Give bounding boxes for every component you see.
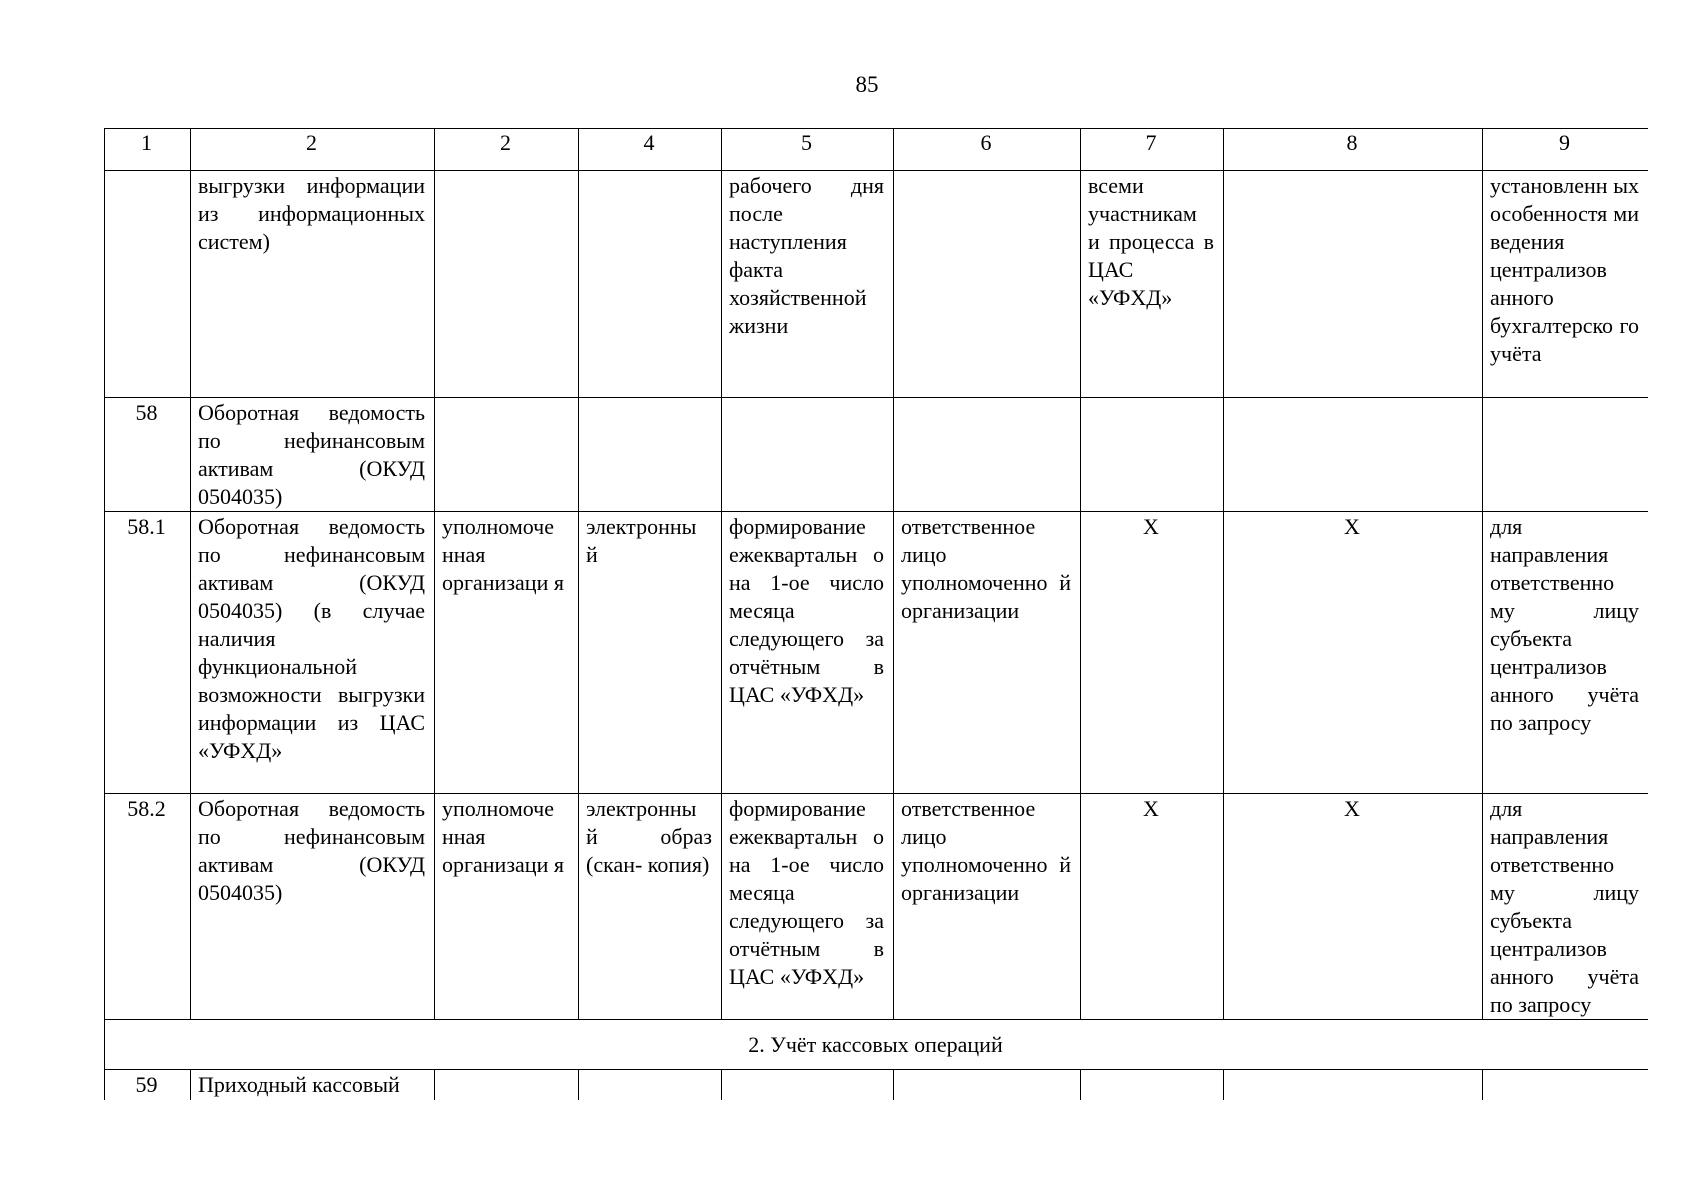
table-cell: рабочего дня после наступления факта хозяйственной жизни	[722, 171, 894, 398]
table-header-row	[105, 129, 1649, 171]
table-cell	[1483, 398, 1649, 512]
table-cell	[1224, 398, 1483, 512]
table-row	[105, 794, 1649, 1020]
document-name-cell: выгрузки информации из информационных систем)	[191, 171, 435, 398]
document-name-cell: Оборотная ведомость по нефинансовым активам (ОКУД 0504035)	[191, 398, 435, 512]
header-cell-8: 8	[1224, 129, 1483, 171]
responsible-org-cell: уполномоче нная организаци я	[435, 794, 579, 1020]
table-cell: X	[1081, 794, 1224, 1020]
table-cell: всеми участникам и процесса в ЦАС «УФХД»	[1081, 171, 1224, 398]
table-cell: X	[1081, 512, 1224, 794]
header-cell-3: 2	[435, 129, 579, 171]
table-row	[105, 1070, 1649, 1101]
table-row	[105, 398, 1649, 512]
table-cell	[1081, 1070, 1224, 1101]
table-cell	[1483, 1070, 1649, 1101]
table-cell: X	[1224, 794, 1483, 1020]
table-row	[105, 512, 1649, 794]
document-name-cell: Оборотная ведомость по нефинансовым активам (ОКУД 0504035) (в случае наличия функциональной возможности выгрузки информации из ЦАС «УФХД»	[191, 512, 435, 794]
header-cell-2: 2	[191, 129, 435, 171]
header-cell-4: 4	[579, 129, 722, 171]
table-cell	[722, 398, 894, 512]
table-cell	[435, 398, 579, 512]
row-number-cell: 58	[105, 398, 191, 512]
table-cell	[894, 171, 1081, 398]
section-heading: 2. Учёт кассовых операций	[105, 1020, 1649, 1070]
row-number-cell	[105, 171, 191, 398]
document-table-container	[104, 128, 1648, 1100]
table-cell	[894, 398, 1081, 512]
header-cell-1: 1	[105, 129, 191, 171]
table-cell	[579, 398, 722, 512]
format-cell: электронны й	[579, 512, 722, 794]
document-name-cell: Приходный кассовый	[191, 1070, 435, 1101]
header-cell-7: 7	[1081, 129, 1224, 171]
table-cell	[435, 1070, 579, 1101]
row-number-cell: 58.2	[105, 794, 191, 1020]
header-cell-5: 5	[722, 129, 894, 171]
row-number-cell: 59	[105, 1070, 191, 1101]
table-cell	[435, 171, 579, 398]
table-cell	[1224, 171, 1483, 398]
document-name-cell: Оборотная ведомость по нефинансовым активам (ОКУД 0504035)	[191, 794, 435, 1020]
table-cell: установленн ых особенностя ми ведения централизов анного бухгалтерско го учёта	[1483, 171, 1649, 398]
timing-cell: формирование ежеквартальн о на 1-ое число месяца следующего за отчётным в ЦАС «УФХД»	[722, 512, 894, 794]
page-number: 85	[855, 72, 879, 97]
table-cell: X	[1224, 512, 1483, 794]
row-number-cell: 58.1	[105, 512, 191, 794]
table-cell	[1224, 1070, 1483, 1101]
table-cell	[579, 171, 722, 398]
table-cell	[894, 1070, 1081, 1101]
timing-cell: формирование ежеквартальн о на 1-ое число месяца следующего за отчётным в ЦАС «УФХД»	[722, 794, 894, 1020]
table-row	[105, 171, 1649, 398]
table-cell	[722, 1070, 894, 1101]
header-cell-6: 6	[894, 129, 1081, 171]
purpose-cell: для направления ответственно му лицу субъекта централизов анного учёта по запросу	[1483, 512, 1649, 794]
purpose-cell: для направления ответственно му лицу субъекта централизов анного учёта по запросу	[1483, 794, 1649, 1020]
table-cell	[1081, 398, 1224, 512]
document-table	[104, 128, 1648, 1100]
responsible-person-cell: ответственное лицо уполномоченно й организации	[894, 512, 1081, 794]
header-cell-9: 9	[1483, 129, 1649, 171]
table-cell	[579, 1070, 722, 1101]
responsible-org-cell: уполномоче нная организаци я	[435, 512, 579, 794]
format-cell: электронны й образ (скан- копия)	[579, 794, 722, 1020]
section-heading-row	[105, 1020, 1649, 1070]
responsible-person-cell: ответственное лицо уполномоченно й организации	[894, 794, 1081, 1020]
